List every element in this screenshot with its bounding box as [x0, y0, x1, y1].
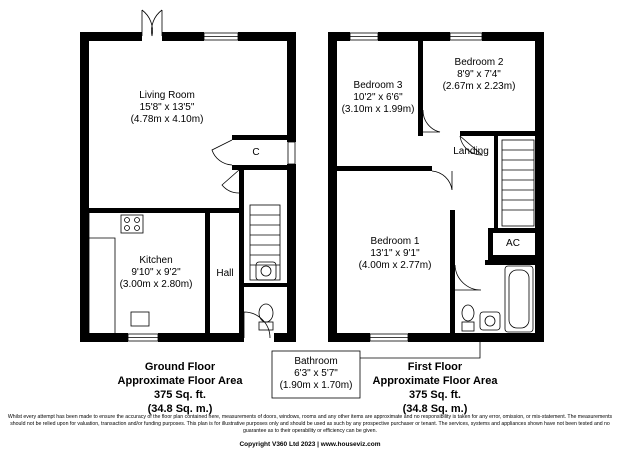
bedroom-3-dims-metric: (3.10m x 1.99m) — [341, 104, 415, 115]
wall-bed2-bottom — [460, 131, 535, 136]
bath-toilet-icon — [462, 305, 474, 321]
first-wall-top-mid — [378, 32, 450, 41]
ground-wall-right-bottom — [287, 164, 296, 342]
first-floor-title: First Floor — [407, 361, 463, 373]
ground-floor-plan — [80, 32, 296, 342]
living-room-dims-metric: (4.78m x 4.10m) — [130, 114, 204, 125]
bath-sink-icon — [480, 312, 500, 330]
ground-floor-caption — [100, 360, 260, 416]
wall-bed1-right — [450, 210, 455, 333]
bedroom-2-name: Bedroom 2 — [454, 57, 504, 68]
ground-floor-subtitle: Approximate Floor Area — [117, 375, 243, 387]
living-room-name: Living Room — [139, 90, 195, 101]
bedroom-1-dims: 13'1" x 9'1" — [370, 248, 420, 259]
first-floor-subtitle: Approximate Floor Area — [372, 375, 498, 387]
ground-wall-bottom-right — [274, 333, 296, 342]
hob-icon — [121, 215, 143, 233]
kitchen-door-swing — [222, 170, 239, 193]
ground-wall-left — [80, 32, 89, 342]
first-wall-bottom-right — [408, 333, 544, 342]
wall-ac-top — [490, 228, 535, 233]
bedroom-3-name: Bedroom 3 — [353, 80, 403, 91]
ground-floor-sqft: 375 Sq. ft. — [154, 389, 206, 401]
ground-wall-kitchen-top — [89, 208, 239, 213]
front-door-swing — [244, 312, 270, 338]
bedroom-3-dims: 10'2" x 6'6" — [353, 92, 403, 103]
ground-wall-hall-left — [205, 208, 210, 333]
bedroom-2-label — [424, 57, 534, 93]
copyright-text: Copyright V360 Ltd 2023 | www.houseviz.com — [239, 441, 381, 448]
french-door-swing — [142, 10, 162, 36]
bathroom-dims-metric: (1.90m x 1.70m) — [279, 380, 353, 391]
first-floor-sqft: 375 Sq. ft. — [409, 389, 461, 401]
cupboard-door-swing — [212, 140, 232, 165]
first-wall-top-right — [482, 32, 544, 41]
first-wall-left — [328, 32, 337, 342]
bedroom-2-dims: 8'9" x 7'4" — [457, 69, 501, 80]
wall-bed3-bottom — [337, 166, 432, 171]
kitchen-dims-metric: (3.00m x 2.80m) — [119, 279, 193, 290]
wall-bath-top — [485, 260, 535, 265]
disclaimer-text: Whilst every attempt has been made to ensure the accuracy of the floor plan contained here, measurements of doors, windows, rooms and any other items are approximate and no responsibility is taken for any error, omission, or mis-statement. The measurements should not be relied upon for valuation, transaction and/or funding purposes. This plan is for illustrative purposes only and should be used as such by any prospective purchaser or tenant. The services, systems and appliances shown have not been tested and no guarantee as to their operability or efficiency can be given. — [7, 414, 613, 434]
ground-floor-details — [89, 10, 295, 341]
wall-ac-left — [488, 228, 493, 260]
bathroom-name: Bathroom — [294, 356, 338, 367]
bedroom-1-dims-metric: (4.00m x 2.77m) — [358, 260, 432, 271]
ground-wall-cupboard-bottom — [232, 165, 287, 170]
cupboard-label: C — [252, 147, 260, 158]
first-floor-caption — [355, 360, 515, 416]
bath-door-swing — [455, 265, 481, 290]
ground-floor-sqm: (34.8 Sq. m.) — [147, 403, 213, 415]
ground-wall-bottom-mid — [158, 333, 244, 342]
first-wall-right — [535, 32, 544, 342]
bedroom-1-label — [340, 236, 450, 272]
first-stairs — [502, 140, 534, 226]
first-floor-sqm: (34.8 Sq. m.) — [402, 403, 468, 415]
kitchen-sink-icon — [131, 312, 149, 326]
ground-wall-hall-right — [239, 170, 244, 333]
kitchen-dims: 9'10" x 9'2" — [131, 267, 181, 278]
bathroom-dims: 6'3" x 5'7" — [294, 368, 338, 379]
bedroom-3-label — [337, 80, 419, 116]
ground-wall-right-top — [287, 32, 296, 142]
kitchen-label — [108, 255, 204, 291]
ground-wall-top-mid — [162, 32, 204, 41]
ground-wall-cupboard-top — [232, 135, 287, 140]
ground-wall-bottom-left — [80, 333, 128, 342]
ac-label: AC — [506, 238, 520, 249]
ground-stairs — [250, 205, 280, 280]
living-room-label — [112, 90, 222, 126]
landing-label: Landing — [453, 146, 489, 157]
toilet-icon — [259, 304, 273, 322]
bedroom-1-name: Bedroom 1 — [370, 236, 420, 247]
kitchen-name: Kitchen — [139, 255, 173, 266]
living-room-dims: 15'8" x 13'5" — [139, 102, 195, 113]
bed1-door-swing — [432, 171, 452, 190]
bathroom-label — [272, 356, 360, 392]
ground-wall-top-left — [80, 32, 142, 41]
ground-floor-title: Ground Floor — [144, 361, 216, 373]
bed3-door-swing — [423, 110, 440, 132]
side-window — [288, 142, 295, 164]
ground-wall-wc-top — [244, 283, 287, 287]
hall-label: Hall — [216, 268, 234, 279]
first-wall-bottom-left — [328, 333, 370, 342]
wall-ac-bottom — [490, 255, 535, 260]
bedroom-2-dims-metric: (2.67m x 2.23m) — [442, 81, 516, 92]
